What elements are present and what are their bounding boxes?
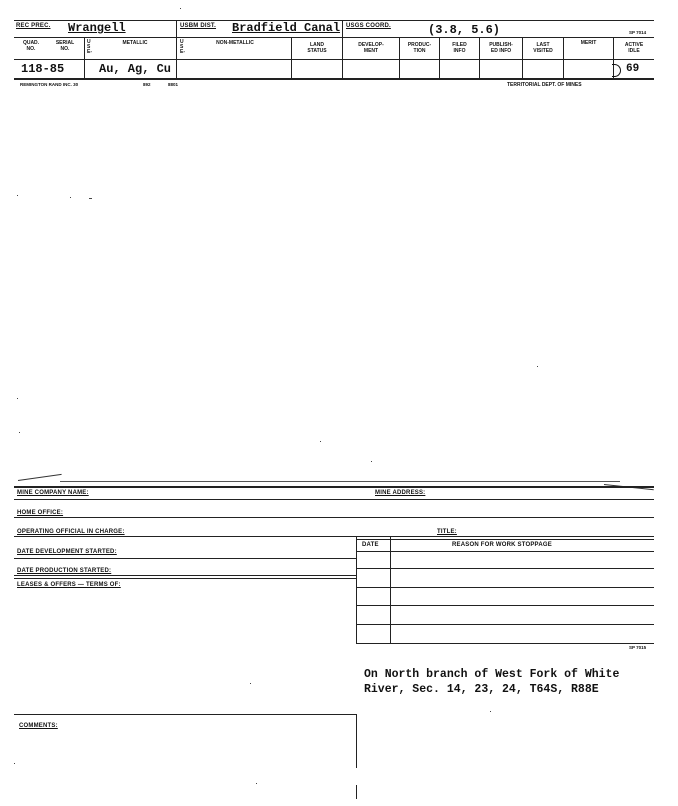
mine-company-name-label: MINE COMPANY NAME: [17,490,89,496]
stoppage-header-rule [356,551,654,552]
stoppage-date-divider [390,536,391,643]
col-non-metallic: NON-METALLIC [216,40,254,46]
date-production-label: DATE PRODUCTION STARTED: [17,568,112,574]
speck [490,711,491,712]
speck [320,441,321,442]
rec-prec-label: REC PREC. [16,23,51,29]
usbm-dist-label: USBM DIST. [180,23,217,29]
col-development: DEVELOP- MENT [358,42,384,54]
speck [250,683,251,684]
col-active-idle: ACTIVE IDLE [624,42,644,54]
speck [537,366,538,367]
speck [256,783,257,784]
stoppage-row-1 [356,568,654,569]
mine-address-label: MINE ADDRESS: [375,490,426,496]
rule-4 [14,536,654,537]
speck [180,8,181,9]
reason-header: REASON FOR WORK STOPPAGE [452,542,552,548]
home-office-label: HOME OFFICE: [17,510,64,516]
stoppage-row-4 [356,624,654,625]
active-idle-value: 69 [626,63,640,75]
footer-left: REMINGTON RAND INC. 30 [20,82,79,87]
card-edge-left [18,474,62,481]
col-merit: MERIT [580,40,597,46]
comments-label: COMMENTS: [19,723,58,729]
col-metallic: METALLIC [122,40,148,46]
stoppage-row-3 [356,605,654,606]
footer-code-1: 892 [143,82,151,87]
col-div-1 [84,37,85,78]
col-use-nonmetallic: U S E- [180,39,185,55]
operating-official-label: OPERATING OFFICIAL IN CHARGE: [17,529,125,535]
rule-6 [14,575,356,576]
col-land-status: LAND STATUS [307,42,327,54]
header-rule [14,37,654,38]
title-label: TITLE: [437,529,457,535]
stoppage-bottom [356,643,654,644]
stoppage-row-2 [356,587,654,588]
column-header-rule [14,59,654,60]
speck [14,763,15,764]
speck [19,432,20,433]
rule-comments [14,714,356,715]
col-production: PRODUC- TION [407,42,432,54]
usbm-dist-value: Bradfield Canal [232,21,341,35]
footer-right: TERRITORIAL DEPT. OF MINES [507,82,582,88]
form-number-bottom: SP 7015 [629,645,647,650]
circle-mark-icon [612,64,621,77]
stoppage-left-border [356,536,357,643]
speck [17,398,18,399]
col-filed-info: FILED INFO [452,42,467,54]
footer-code-2: 8801 [168,82,179,87]
usgs-coord-label: USGS COORD. [346,23,391,29]
rule-1 [14,486,654,488]
card-top-edge [60,481,620,482]
speck [371,461,372,462]
metallic-value: Au, Ag, Cu [99,62,172,76]
bottom-rule [14,78,654,80]
divider-metallic [176,20,177,78]
speck [89,198,92,199]
col-last-visited: LAST VISITED [533,42,553,54]
rule-6b [14,578,356,579]
col-use-metallic: U S E- [87,39,92,55]
date-development-label: DATE DEVELOPMENT STARTED: [17,549,117,555]
comments-tail [356,785,357,799]
rule-5 [14,558,356,559]
rule-2 [14,499,654,500]
rule-4b [356,539,654,540]
col-quad-no: QUAD. NO. [22,40,40,52]
location-note: On North branch of West Fork of White River, Sec. 14, 23, 24, T64S, R88E [364,668,620,696]
speck [17,195,18,196]
rule-3 [14,517,654,518]
form-number-top: SP 7014 [629,30,647,35]
usgs-coord-value: (3.8, 5.6) [428,23,501,37]
rec-prec-value: Wrangell [68,21,126,35]
date-header: DATE [362,542,379,548]
quad-serial-value: 118-85 [21,62,65,76]
comments-right-border [356,714,357,768]
speck [70,197,71,198]
leases-offers-label: LEASES & OFFERS — TERMS OF: [17,582,121,588]
col-serial-no: SERIAL NO. [55,40,75,52]
col-published-info: PUBLISH- ED INFO [489,42,513,54]
